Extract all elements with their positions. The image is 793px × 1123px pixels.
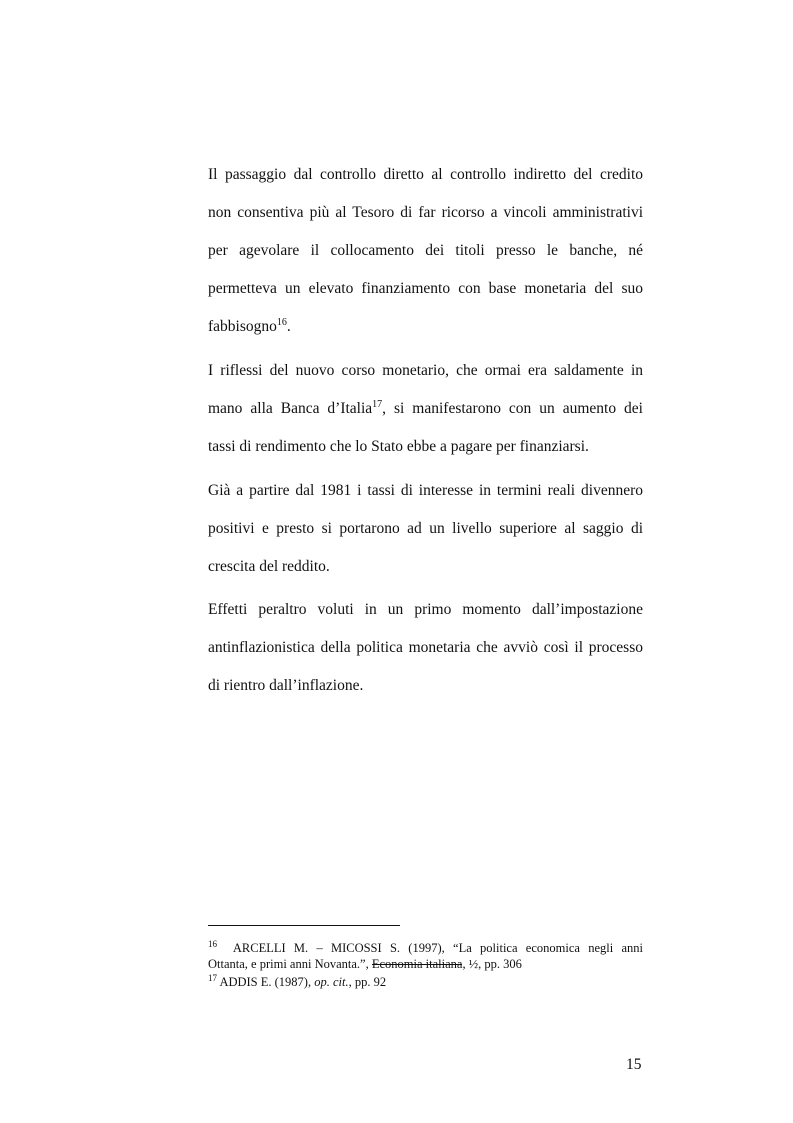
footnote-17 xyxy=(208,974,643,990)
paragraph-line: permetteva un elevato finanziamento con base monetaria del suo xyxy=(208,280,643,297)
footnote-italic: op. cit. xyxy=(314,975,349,989)
footnote-ref-17[interactable]: 17 xyxy=(372,399,383,410)
paragraph-line: Effetti peraltro voluti in un primo momento dall’impostazione xyxy=(208,601,643,618)
paragraph-line: Il passaggio dal controllo diretto al controllo indiretto del credito xyxy=(208,166,643,183)
footnote-text: ADDIS E. (1987), xyxy=(219,975,315,989)
paragraph-line: crescita del reddito. xyxy=(208,558,330,575)
footnote-struck-title: Economia italiana xyxy=(371,957,463,971)
footnote-text: , pp. 92 xyxy=(348,975,387,989)
footnote-text: Ottanta, e primi anni Novanta.”, xyxy=(208,957,372,971)
paragraph-line: tassi di rendimento che lo Stato ebbe a pagare per finanziarsi. xyxy=(208,438,589,455)
footnote-line xyxy=(208,940,643,956)
paragraph-line: di rientro dall’inflazione. xyxy=(208,677,364,694)
paragraph-line: antinflazionistica della politica monetaria che avviò così il processo xyxy=(208,639,643,656)
line-text: mano alla Banca d’Italia xyxy=(208,400,373,417)
line-text: fabbisogno xyxy=(208,318,277,335)
footnote-ref-16[interactable]: 16 xyxy=(276,317,287,328)
footnote-text: , ½, pp. 306 xyxy=(462,957,522,971)
footnote-number: 17 xyxy=(208,973,217,983)
footnote-line xyxy=(208,956,643,972)
paragraph-line xyxy=(208,399,643,419)
footnote-16 xyxy=(208,940,643,972)
line-text: . xyxy=(286,318,291,335)
page-number: 15 xyxy=(626,1056,642,1073)
footnote-separator xyxy=(208,925,400,926)
paragraph-line: Già a partire dal 1981 i tassi di interesse in termini reali divennero xyxy=(208,482,643,499)
footnote-text: ARCELLI M. – MICOSSI S. (1997), “La politica economica negli anni xyxy=(232,941,644,955)
paragraph-line xyxy=(208,317,643,337)
paragraph-line: positivi e presto si portarono ad un livello superiore al saggio di xyxy=(208,520,643,537)
paragraph-line: per agevolare il collocamento dei titoli presso le banche, né xyxy=(208,242,643,259)
footnote-line xyxy=(208,974,643,990)
line-text: , si manifestarono con un aumento dei xyxy=(382,400,643,417)
paragraph-line: I riflessi del nuovo corso monetario, che ormai era saldamente in xyxy=(208,362,643,379)
paragraph-line: non consentiva più al Tesoro di far ricorso a vincoli amministrativi xyxy=(208,204,643,221)
footnote-number: 16 xyxy=(208,939,217,949)
